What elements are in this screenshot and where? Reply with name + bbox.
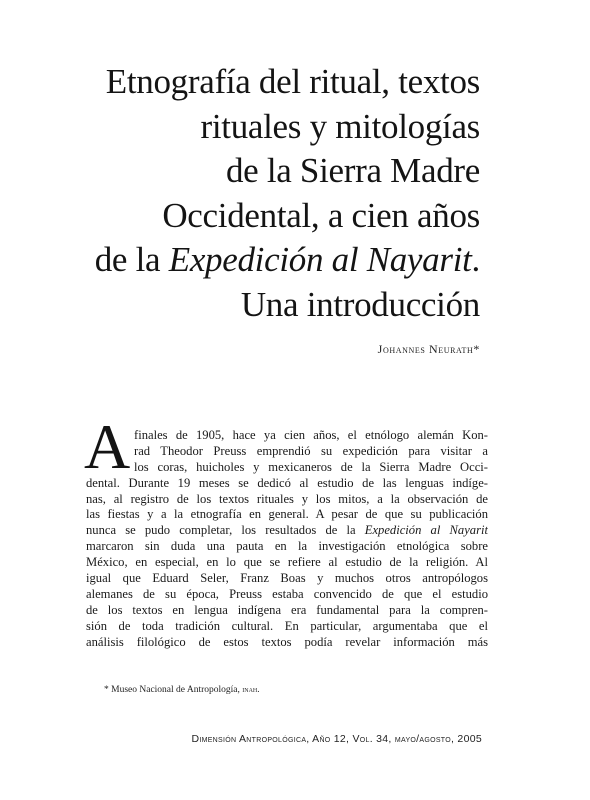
body-line: rad Theodor Preuss emprendió su expedición para visitar a [134, 443, 488, 458]
body-line: México, en especial, en lo que se refiere al estudio de la religión. Al [86, 555, 488, 570]
title-line-5-prefix: de la [94, 240, 169, 279]
body-line: dental. Durante 19 meses se dedicó al estudio de las lenguas indíge- [86, 475, 488, 490]
body-line: alemanes de su época, Preuss estaba convencido de que el estudio [86, 586, 488, 601]
body-line: las fiestas y a la etnografía en general. A pesar de que su publicación [86, 507, 488, 522]
body-line: los coras, huicholes y mexicaneros de la Sierra Madre Occi- [134, 459, 488, 474]
article-title [60, 60, 480, 327]
body-line: análisis filológico de estos textos podía revelar información más [86, 634, 488, 649]
title-line-3: de la Sierra Madre [225, 151, 480, 190]
title-line-4: Occidental, a cien años [162, 195, 480, 235]
body-line-7-prefix: nunca se pudo completar, los resultados de la [86, 523, 365, 538]
title-line-5 [60, 238, 480, 283]
title-italic-expedition: Expedición al Nayarit [168, 240, 472, 279]
body-line [86, 523, 488, 539]
title-line-6: Una introducción [240, 284, 480, 324]
title-line-5-suffix: . [471, 240, 480, 279]
footnote [104, 684, 260, 695]
body-line: marcaron sin duda una pauta en la investigación etnológica sobre [86, 539, 488, 554]
body-line: de los textos en lengua indígena era fundamental para la compren- [86, 602, 488, 617]
journal-citation-footer: Dimensión Antropológica, Año 12, Vol. 34, mayo/agosto, 2005 [191, 733, 482, 745]
title-line-2: rituales y mitologías [200, 106, 480, 146]
body-line: sión de toda tradición cultural. En particular, argumentaba que el [86, 618, 488, 633]
author-name: Johannes Neurath* [377, 342, 480, 356]
body-paragraph [86, 428, 488, 650]
drop-cap: A [84, 411, 131, 482]
body-line: igual que Eduard Seler, Franz Boas y muchos otros antropólogos [86, 571, 488, 586]
footnote-abbr: inah. [242, 684, 260, 694]
body-italic-expedition: Expedición al Nayarit [364, 523, 488, 538]
footnote-text: * Museo Nacional de Antropología, [104, 685, 243, 695]
body-line: finales de 1905, hace ya cien años, el etnólogo alemán Kon- [134, 428, 488, 442]
body-line: nas, al registro de los textos rituales y los mitos, a la observación de [86, 491, 488, 506]
title-line-1: Etnografía del ritual, textos [105, 62, 480, 101]
